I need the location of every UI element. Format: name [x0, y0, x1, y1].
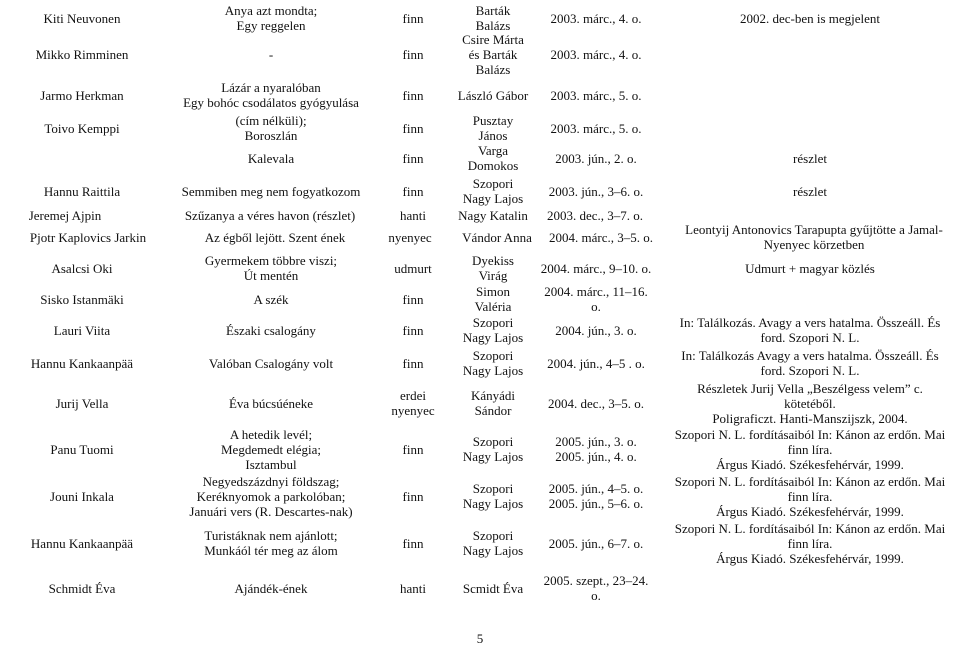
row-title: (cím nélküli); Boroszlán: [235, 113, 307, 143]
row-note: [660, 284, 960, 314]
row-title: Éva búcsúéneke: [228, 395, 314, 411]
row-translator: Simon Valéria: [474, 284, 512, 314]
row-date: 2005. jún., 6–7. o.: [548, 535, 644, 551]
row-date: 2003. márc., 5. o.: [550, 87, 642, 103]
row-note: részlet: [793, 183, 827, 199]
row-date: 2004. márc., 9–10. o.: [540, 260, 652, 276]
row-author: Jeremej Ajpin: [28, 207, 102, 223]
row-date: 2003. jún., 2. o.: [555, 150, 637, 166]
row-language: finn: [402, 488, 424, 504]
row-translator: Szopori Nagy Lajos: [462, 434, 524, 464]
row-language: finn: [402, 355, 424, 371]
row-language: finn: [402, 441, 424, 457]
row-date: 2005. szept., 23–24. o.: [543, 573, 649, 603]
row-language: finn: [402, 120, 424, 136]
row-language: finn: [402, 535, 424, 551]
row-note: Szopori N. L. fordításaiból In: Kánon az erdőn. Mai finn líra. Árgus Kiadó. Székesfehérvár, 1999.: [674, 426, 946, 472]
row-title: Lázár a nyaralóban Egy bohóc csodálatos gyógyulása: [183, 80, 359, 110]
row-translator: Vándor Anna: [462, 229, 532, 245]
row-date: 2004. jún., 4–5 . o.: [547, 355, 645, 371]
row-language: udmurt: [394, 260, 432, 276]
row-title: Anya azt mondta; Egy reggelen: [224, 3, 318, 33]
row-title: Turistáknak nem ajánlott; Munkáól tér meg az álom: [204, 528, 338, 558]
row-note: [660, 112, 960, 144]
row-translator: Scmidt Éva: [462, 580, 524, 596]
row-language: finn: [402, 150, 424, 166]
row-author: Toivo Kemppi: [44, 120, 120, 136]
row-language: hanti: [400, 580, 426, 596]
row-language: hanti: [400, 207, 426, 223]
row-note: [660, 207, 960, 223]
row-date: 2003. jún., 3–6. o.: [548, 183, 644, 199]
row-language: nyenyec: [388, 229, 432, 245]
row-date: 2003. márc., 4. o.: [550, 46, 642, 62]
row-translator: Szopori Nagy Lajos: [462, 315, 524, 345]
row-translator: Szopori Nagy Lajos: [462, 481, 524, 511]
row-date: 2004. dec., 3–5. o.: [547, 395, 645, 411]
row-translator: Varga Domokos: [467, 143, 519, 173]
row-note: Udmurt + magyar közlés: [745, 260, 875, 276]
row-title: Semmiben meg nem fogyatkozom: [181, 183, 361, 199]
row-language: finn: [402, 10, 424, 26]
row-language: finn: [402, 46, 424, 62]
row-date: 2005. jún., 3. o. 2005. jún., 4. o.: [555, 434, 637, 464]
row-author: Hannu Kankaanpää: [30, 355, 134, 371]
row-translator: Kányádi Sándor: [470, 388, 516, 418]
row-note: Részletek Jurij Vella „Beszélgess velem” c. kötetéből. Poligraficzt. Hanti-Manszijszk, 2004.: [697, 380, 923, 426]
row-note: In: Találkozás. Avagy a vers hatalma. Összeáll. És ford. Szopori N. L.: [679, 315, 941, 345]
row-author: Schmidt Éva: [48, 580, 116, 596]
row-title: Ajándék-ének: [234, 580, 308, 596]
row-translator: Szopori Nagy Lajos: [462, 348, 524, 378]
row-translator: László Gábor: [457, 87, 529, 103]
row-note: [660, 34, 960, 74]
row-author: Asalcsi Oki: [51, 260, 113, 276]
row-author: Hannu Raittila: [43, 183, 121, 199]
row-date: 2005. jún., 4–5. o. 2005. jún., 5–6. o.: [548, 481, 644, 511]
row-date: 2004. márc., 3–5. o.: [549, 229, 653, 245]
row-translator: Dyekiss Virág: [472, 253, 514, 283]
row-date: 2004. jún., 3. o.: [555, 322, 637, 338]
row-date: 2003. dec., 3–7. o.: [546, 207, 644, 223]
row-note: részlet: [793, 150, 827, 166]
row-author: Jarmo Herkman: [40, 87, 124, 103]
row-title: Gyermekem többre viszi; Út mentén: [204, 253, 338, 283]
row-language: finn: [402, 183, 424, 199]
row-author: Kiti Neuvonen: [43, 10, 121, 26]
row-title: Valóban Csalogány volt: [208, 355, 334, 371]
row-author: Sisko Istanmäki: [40, 291, 124, 307]
row-author: Hannu Kankaanpää: [30, 535, 134, 551]
row-title: A szék: [253, 291, 289, 307]
row-title: A hetedik levél; Megdemedt elégia; Isztambul: [221, 426, 321, 472]
row-date: 2003. márc., 5. o.: [550, 120, 642, 136]
row-title: Negyedszázdnyi földszag; Keréknyomok a parkolóban; Januári vers (R. Descartes-nak): [189, 473, 353, 519]
row-note: [660, 566, 960, 610]
row-language: finn: [402, 87, 424, 103]
row-author: Jurij Vella: [55, 395, 109, 411]
row-note: Szopori N. L. fordításaiból In: Kánon az erdőn. Mai finn líra. Árgus Kiadó. Székesfehérvár, 1999.: [674, 473, 946, 519]
row-title: Kalevala: [247, 150, 295, 166]
row-title: Szűzanya a véres havon (részlet): [184, 207, 356, 223]
row-author: Panu Tuomi: [50, 441, 114, 457]
row-translator: Csire Márta és Barták Balázs: [462, 31, 524, 77]
row-author: [18, 144, 146, 172]
row-translator: Szopori Nagy Lajos: [462, 176, 524, 206]
row-title: -: [268, 46, 274, 62]
row-note: In: Találkozás Avagy a vers hatalma. Összeáll. És ford. Szopori N. L.: [681, 348, 939, 378]
row-author: Pjotr Kaplovics Jarkin: [29, 229, 147, 245]
row-language: finn: [402, 322, 424, 338]
row-note: Leontyij Antonovics Tarapupta gyűjtötte a Jamal- Nyenyec körzetben: [685, 222, 943, 252]
row-date: 2004. márc., 11–16. o.: [544, 284, 648, 314]
row-author: Jouni Inkala: [50, 488, 114, 504]
row-translator: Barták Balázs: [475, 3, 511, 33]
row-translator: Pusztay János: [472, 113, 514, 143]
row-note: Szopori N. L. fordításaiból In: Kánon az erdőn. Mai finn líra. Árgus Kiadó. Székesfehérvár, 1999.: [674, 520, 946, 566]
row-note: [660, 80, 960, 110]
row-translator: Szopori Nagy Lajos: [462, 528, 524, 558]
row-language: finn: [402, 291, 424, 307]
row-author: Lauri Viita: [53, 322, 111, 338]
page-number: 5: [476, 631, 484, 646]
row-title: Az égből lejött. Szent ének: [204, 229, 346, 245]
row-date: 2003. márc., 4. o.: [550, 10, 642, 26]
row-language: erdei nyenyec: [391, 388, 435, 418]
row-translator: Nagy Katalin: [458, 207, 528, 223]
row-note: 2002. dec-ben is megjelent: [739, 10, 881, 26]
row-title: Északi csalogány: [226, 322, 316, 338]
row-author: Mikko Rimminen: [35, 46, 129, 62]
